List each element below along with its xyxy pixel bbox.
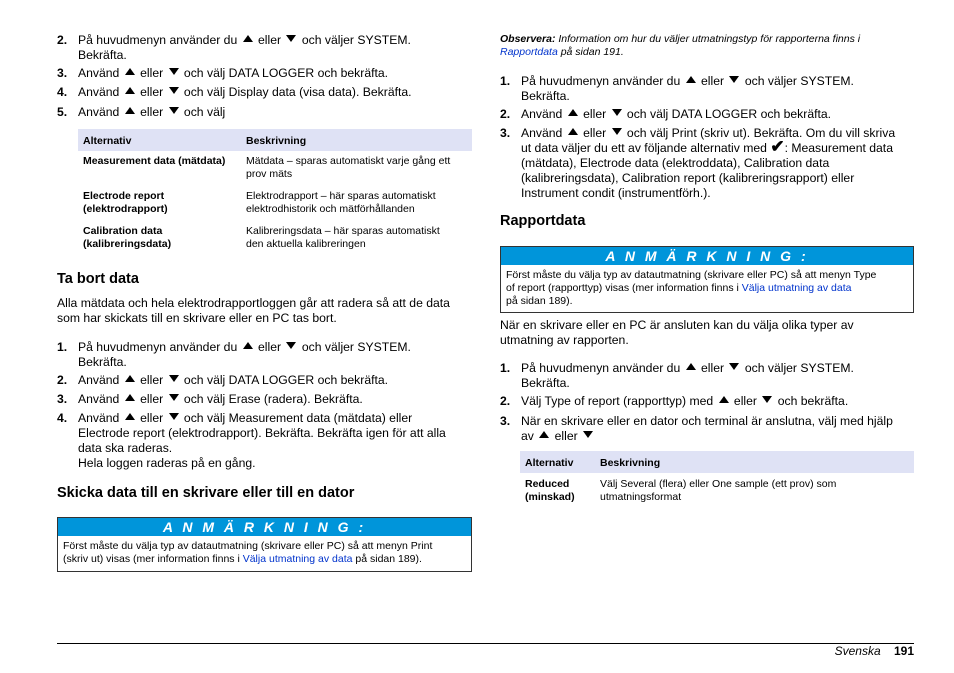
observera-label: Observera: — [500, 33, 556, 45]
table-header-beskrivning: Beskrivning — [600, 457, 661, 469]
arrow-up-icon — [125, 107, 135, 114]
step-text: Använd eller och välj Print (skriv ut). Bekräfta. Om du vill skriva ut data väljer du ett av följande alternativ med ✔: Measurement data (mätdata), Electrode data (elektroddata), Calibration data (kalibreringsdata), Calibration report (kalibreringsrapport) eller Instrument condit (instrumentförh.). — [521, 126, 896, 200]
arrow-up-icon — [125, 375, 135, 382]
step-text: På huvudmenyn använder du eller och väljer SYSTEM. Bekräfta. — [78, 33, 411, 62]
note-text-after: på sidan 189). — [352, 553, 422, 565]
options-table-right — [520, 451, 914, 511]
page-number: 191 — [893, 644, 914, 658]
note-body — [501, 265, 913, 312]
step-number: 4. — [57, 85, 68, 99]
table-cell-description: Mätdata – sparas automatiskt varje gång ett prov mäts — [246, 155, 451, 180]
heading-send-data: Skicka data till en skrivare eller till en dator — [57, 485, 355, 501]
arrow-up-icon — [243, 35, 253, 42]
table-cell-description: Kalibreringsdata – här sparas automatiskt den aktuella kalibreringen — [246, 225, 440, 250]
arrow-up-icon — [568, 109, 578, 116]
page-footer — [835, 644, 914, 658]
arrow-down-icon — [612, 128, 622, 135]
arrow-up-icon — [568, 128, 578, 135]
table-cell-option: Measurement data (mätdata) — [83, 155, 226, 167]
heading-delete-data: Ta bort data — [57, 271, 139, 287]
table-header — [520, 451, 914, 473]
step-number: 2. — [500, 107, 511, 121]
arrow-down-icon — [286, 342, 296, 349]
table-header-alternativ: Alternativ — [83, 135, 132, 147]
arrow-down-icon — [169, 68, 179, 75]
observera-after: på sidan 191. — [557, 46, 624, 58]
note-box-left — [57, 517, 472, 572]
link-valja-utmatning[interactable]: Välja utmatning av data — [242, 553, 353, 565]
arrow-down-icon — [169, 87, 179, 94]
note-box-right — [500, 246, 914, 313]
step-text: Använd eller och välj Erase (radera). Bekräfta. — [78, 392, 363, 406]
arrow-up-icon — [125, 87, 135, 94]
note-title: A N M Ä R K N I N G : — [501, 247, 913, 265]
footer-language: Svenska — [834, 644, 881, 658]
arrow-down-icon — [612, 109, 622, 116]
step-number: 4. — [57, 411, 68, 425]
checkmark-icon: ✔ — [770, 137, 785, 156]
note-text-after: på sidan 189). — [506, 295, 573, 307]
arrow-up-icon — [125, 394, 135, 401]
step-text: Använd eller och välj DATA LOGGER och bekräfta. — [78, 373, 389, 387]
step-number: 1. — [57, 340, 68, 354]
step-number: 3. — [500, 414, 511, 428]
arrow-up-icon — [125, 413, 135, 420]
table-cell-description: Välj Several (flera) eller One sample (ett prov) som utmatningsformat — [600, 478, 837, 503]
paragraph-delete-data: Alla mätdata och hela elektrodrapportloggen går att radera så att de data som har skickats till en skrivare eller en PC tas bort. — [57, 296, 450, 325]
arrow-up-icon — [686, 76, 696, 83]
step-text: Använd eller och välj Measurement data (mätdata) eller Electrode report (elektrodrapport). Bekräfta. Bekräfta igen för att alla data ska raderas. Hela loggen raderas på en gång. — [78, 411, 446, 470]
step-number: 3. — [57, 66, 68, 80]
step-number: 5. — [57, 105, 68, 119]
arrow-up-icon — [719, 396, 729, 403]
step-text: Välj Type of report (rapporttyp) med eller och bekräfta. — [521, 394, 849, 408]
note-title: A N M Ä R K N I N G : — [58, 518, 471, 536]
step-number: 1. — [500, 74, 511, 88]
step-text: På huvudmenyn använder du eller och väljer SYSTEM. Bekräfta. — [521, 74, 854, 103]
link-rapportdata[interactable]: Rapportdata — [500, 46, 558, 58]
options-table-left — [78, 129, 472, 254]
arrow-up-icon — [686, 363, 696, 370]
footer-rule — [57, 643, 914, 644]
table-cell-description: Elektrodrapport – här sparas automatiskt elektrodhistorik och mätförhållanden — [246, 190, 436, 215]
note-text: Först måste du välja typ av datautmatning (skrivare eller PC) så att menyn Print (skriv ut) visas (mer information finns i — [63, 540, 433, 565]
table-cell-option: Calibration data (kalibreringsdata) — [83, 225, 172, 250]
step-text: Använd eller och välj DATA LOGGER och bekräfta. — [521, 107, 832, 121]
arrow-down-icon — [286, 35, 296, 42]
paragraph-report: När en skrivare eller en PC är ansluten kan du välja olika typer av utmatning av rapporten. — [500, 318, 854, 347]
link-valja-utmatning[interactable]: Välja utmatning av data — [741, 282, 852, 294]
arrow-down-icon — [169, 394, 179, 401]
step-number: 3. — [57, 392, 68, 406]
step-text: På huvudmenyn använder du eller och väljer SYSTEM. Bekräfta. — [78, 340, 411, 369]
note-body — [58, 536, 471, 570]
table-header-alternativ: Alternativ — [525, 457, 574, 469]
arrow-down-icon — [169, 107, 179, 114]
step-text: På huvudmenyn använder du eller och väljer SYSTEM. Bekräfta. — [521, 361, 854, 390]
step-number: 2. — [500, 394, 511, 408]
table-cell-option: Reduced (minskad) — [525, 478, 575, 503]
arrow-up-icon — [243, 342, 253, 349]
step-text: Använd eller och välj Display data (visa data). Bekräfta. — [78, 85, 412, 99]
arrow-down-icon — [169, 375, 179, 382]
arrow-down-icon — [583, 431, 593, 438]
step-number: 1. — [500, 361, 511, 375]
step-number: 3. — [500, 126, 511, 140]
step-text: Använd eller och välj DATA LOGGER och bekräfta. — [78, 66, 389, 80]
table-cell-option: Electrode report (elektrodrapport) — [83, 190, 168, 215]
arrow-down-icon — [762, 396, 772, 403]
step-number: 2. — [57, 33, 68, 47]
arrow-down-icon — [729, 363, 739, 370]
step-number: 2. — [57, 373, 68, 387]
arrow-down-icon — [729, 76, 739, 83]
table-header — [78, 129, 472, 151]
step-text: När en skrivare eller en dator och terminal är anslutna, välj med hjälp av eller — [521, 414, 893, 443]
heading-rapportdata: Rapportdata — [500, 213, 586, 229]
arrow-up-icon — [539, 431, 549, 438]
arrow-down-icon — [169, 413, 179, 420]
arrow-up-icon — [125, 68, 135, 75]
step-text: Använd eller och välj — [78, 105, 226, 119]
note-text: Först måste du välja typ av datautmatning (skrivare eller PC) så att menyn Type of report (rapporttyp) visas (mer information finns i — [506, 269, 877, 294]
observera-text: Information om hur du väljer utmatningstyp för rapporterna finns i — [555, 33, 861, 45]
table-header-beskrivning: Beskrivning — [246, 135, 307, 147]
observera-note — [500, 33, 914, 59]
